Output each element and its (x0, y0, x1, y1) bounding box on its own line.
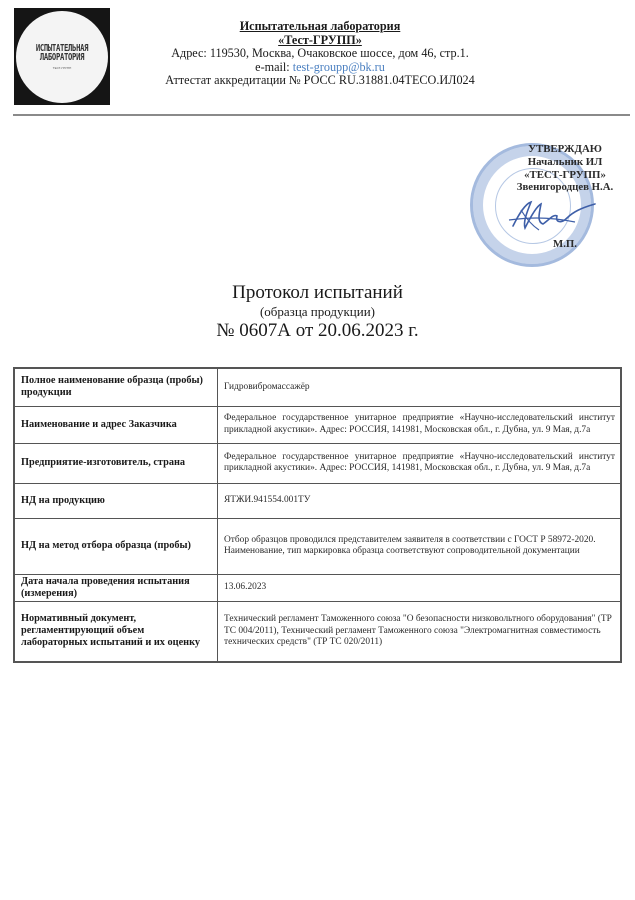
stamp-place-label: М.П. (553, 238, 577, 251)
letterhead (120, 20, 520, 88)
email-link[interactable]: test-groupp@bk.ru (292, 59, 385, 74)
row-value: Технический регламент Таможенного союза "О безопасности низковольтного оборудования" (ТР ТС 004/2011), Технический регламент Таможенного союза "Электромагнитная совместимость технических средств" (ТР ТС 020/2011) (218, 601, 622, 662)
accreditation: Аттестат аккредитации № РОСС RU.31881.04ТЕСО.ИЛ024 (165, 73, 475, 88)
lab-logo (14, 8, 110, 105)
approver-name: Звенигородцев Н.А. (516, 181, 614, 194)
approver-position: Начальник ИЛ (527, 155, 603, 168)
table-row (14, 443, 621, 483)
logo-circle (16, 11, 108, 103)
protocol-title: Протокол испытаний (232, 282, 403, 303)
row-label: Дата начала проведения испытания (измерения) (14, 574, 218, 601)
logo-text-line1: ИСПЫТАТЕЛЬНАЯ (35, 41, 89, 54)
protocol-title-block (0, 282, 635, 343)
header-divider (13, 114, 630, 116)
row-label: Наименование и адрес Заказчика (14, 406, 218, 443)
lab-title: Испытательная лаборатория (239, 19, 401, 33)
sample-info-table (13, 367, 622, 663)
protocol-subtitle: (образца продукции) (259, 304, 376, 319)
logo-text-line2: ЛАБОРАТОРИЯ (39, 50, 85, 63)
row-value-line1: Отбор образцов проводился представителем заявителя в соответствии с ГОСТ Р 58972-2020. (224, 534, 596, 545)
row-label: Предприятие-изготовитель, страна (14, 443, 218, 483)
signature-icon (505, 196, 600, 236)
row-label: НД на продукцию (14, 483, 218, 518)
table-row (14, 406, 621, 443)
lab-email-line (120, 61, 520, 75)
row-value: ЯТЖИ.941554.001ТУ (218, 483, 622, 518)
row-value-line2: Наименование, тип маркировка образца соответствуют сопроводительной документации (224, 546, 580, 556)
row-value: Федеральное государственное унитарное предприятие «Научно-исследовательский институт прикладной акустики». Адрес: РОССИЯ, 141981, Московская обл., г. Дубна, ул. 9 Мая, д.7а (218, 406, 622, 443)
approver-org: «ТЕСТ-ГРУПП» (524, 168, 606, 181)
logo-subtext: ТЕСТ-ГРУПП (52, 66, 72, 70)
table-row (14, 601, 621, 662)
row-value: 13.06.2023 (218, 574, 622, 601)
row-label: Полное наименование образца (пробы) продукции (14, 368, 218, 406)
approve-heading: УТВЕРЖДАЮ (528, 143, 602, 155)
row-label: НД на метод отбора образца (пробы) (14, 518, 218, 574)
row-value: Гидровибромассажёр (218, 368, 622, 406)
lab-address: Адрес: 119530, Москва, Очаковское шоссе, дом 46, стр.1. (171, 46, 469, 61)
row-label: Нормативный документ, регламентирующий объем лабораторных испытаний и их оценку (14, 601, 218, 662)
table-row (14, 574, 621, 601)
protocol-number: № 0607А от 20.06.2023 г. (216, 320, 419, 341)
table-row (14, 368, 621, 406)
table-row (14, 518, 621, 574)
email-label: e-mail: (255, 59, 293, 74)
lab-name: «Тест-ГРУПП» (278, 32, 362, 47)
table-row (14, 483, 621, 518)
row-value (218, 518, 622, 574)
row-value: Федеральное государственное унитарное предприятие «Научно-исследовательский институт прикладной акустики». Адрес: РОССИЯ, 141981, Московская обл., г. Дубна, ул. 9 Мая, д.7а (218, 443, 622, 483)
